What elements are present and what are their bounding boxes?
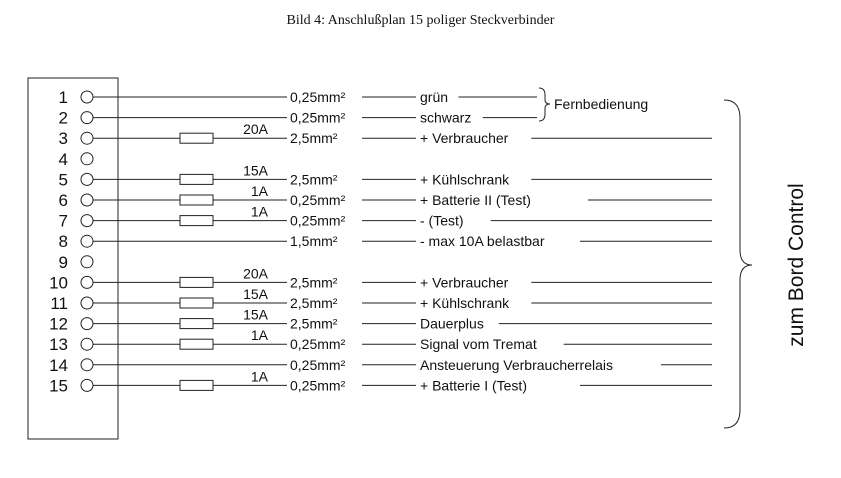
wire-cross-section: 0,25mm² [290, 336, 346, 353]
pin-number: 6 [58, 191, 68, 210]
pin-number: 9 [58, 252, 68, 272]
wire-cross-section: 0,25mm² [290, 192, 346, 208]
wire-description: + Kühlschrank [420, 295, 510, 311]
wire-description: grün [420, 89, 449, 105]
pin-row-14 [49, 356, 712, 375]
pin-row-8 [59, 232, 712, 251]
pin-row-12 [49, 307, 712, 334]
pin-row-7 [59, 204, 712, 231]
remote-brace [539, 88, 550, 121]
pin-terminal-circle [81, 91, 93, 103]
pin-terminal-circle [81, 194, 93, 206]
pin-row-1 [59, 88, 537, 107]
bord-control-label: zum Bord Control [785, 183, 808, 347]
fuse-rating: 20A [243, 265, 268, 282]
wire-cross-section: 0,25mm² [290, 109, 346, 126]
pin-number: 12 [49, 314, 68, 334]
pin-number: 13 [49, 335, 68, 355]
wire-cross-section: 1,5mm² [290, 233, 338, 250]
fuse-symbol [180, 319, 213, 329]
wire-description: Signal vom Tremat [420, 336, 537, 353]
pin-row-10 [49, 265, 712, 292]
wire-cross-section: 0,25mm² [290, 89, 346, 105]
pin-number: 11 [50, 294, 68, 313]
wire-cross-section: 0,25mm² [290, 356, 346, 373]
pin-terminal-circle [81, 338, 93, 350]
pin-number: 7 [58, 211, 68, 231]
fuse-rating: 1A [250, 368, 268, 385]
wire-description: - (Test) [420, 212, 464, 229]
fuse-rating: 1A [250, 203, 268, 220]
pin-terminal-circle [81, 318, 93, 330]
pin-terminal-circle [81, 256, 93, 268]
pin-terminal-circle [81, 153, 93, 165]
fuse-rating: 15A [243, 306, 268, 323]
pin-number: 10 [49, 273, 68, 293]
wire-cross-section: 2,5mm² [290, 274, 338, 291]
fuse-rating: 1A [250, 183, 268, 199]
pin-row-3 [59, 121, 712, 148]
wire-cross-section: 2,5mm² [290, 315, 338, 332]
pin-number: 14 [49, 355, 68, 375]
wire-description: + Batterie II (Test) [420, 192, 531, 208]
fuse-symbol [180, 277, 213, 287]
fuse-rating: 20A [243, 121, 268, 138]
fuse-rating: 1A [250, 327, 268, 344]
fuse-symbol [180, 133, 213, 143]
wire-description: - max 10A belastbar [420, 233, 545, 250]
pin-row-2 [59, 109, 537, 128]
wire-cross-section: 2,5mm² [290, 130, 338, 147]
fuse-rating: 15A [243, 162, 268, 179]
remote-group-label: Fernbedienung [554, 96, 649, 112]
pin-terminal-circle [81, 235, 93, 247]
fuse-rating: 15A [243, 286, 268, 302]
wire-description: Ansteuerung Verbraucherrelais [420, 356, 614, 373]
bord-control-brace [724, 100, 752, 428]
wire-description: Dauerplus [420, 315, 484, 332]
pin-rows [49, 88, 712, 395]
pin-row-6 [59, 183, 712, 210]
pin-terminal-circle [81, 132, 93, 144]
pin-row-5 [59, 162, 712, 189]
pin-number: 3 [58, 129, 68, 149]
pin-terminal-circle [81, 297, 93, 309]
fuse-symbol [180, 339, 213, 349]
wire-cross-section: 2,5mm² [290, 171, 338, 188]
pin-terminal-circle [81, 173, 93, 185]
pin-row-11 [50, 286, 712, 313]
pin-number: 8 [58, 232, 68, 252]
pin-terminal-circle [81, 276, 93, 288]
fuse-symbol [180, 174, 213, 184]
wire-description: schwarz [420, 109, 472, 126]
pin-number: 2 [58, 108, 68, 128]
diagram-title: Bild 4: Anschlußplan 15 poliger Steckverbinder [286, 13, 555, 28]
wire-description: + Kühlschrank [420, 171, 510, 188]
wire-description: + Verbraucher [420, 130, 509, 147]
wire-description: + Verbraucher [420, 274, 509, 291]
fuse-symbol [180, 216, 213, 226]
pin-terminal-circle [81, 379, 93, 391]
pin-terminal-circle [81, 112, 93, 124]
wire-cross-section: 2,5mm² [290, 295, 338, 311]
pin-row-13 [49, 327, 712, 354]
pin-terminal-circle [81, 215, 93, 227]
wire-description: + Batterie I (Test) [420, 377, 527, 394]
wire-cross-section: 0,25mm² [290, 212, 346, 229]
pin-number: 5 [58, 170, 68, 190]
fuse-symbol [180, 195, 213, 205]
pin-number: 1 [58, 88, 68, 107]
wire-cross-section: 0,25mm² [290, 377, 346, 394]
pin-number: 4 [58, 149, 68, 169]
pin-row-4 [59, 150, 93, 169]
connector-housing [28, 78, 118, 439]
pin-terminal-circle [81, 359, 93, 371]
pin-row-9 [59, 253, 93, 272]
fuse-symbol [180, 380, 213, 390]
pin-number: 15 [49, 376, 68, 396]
fuse-symbol [180, 298, 213, 308]
